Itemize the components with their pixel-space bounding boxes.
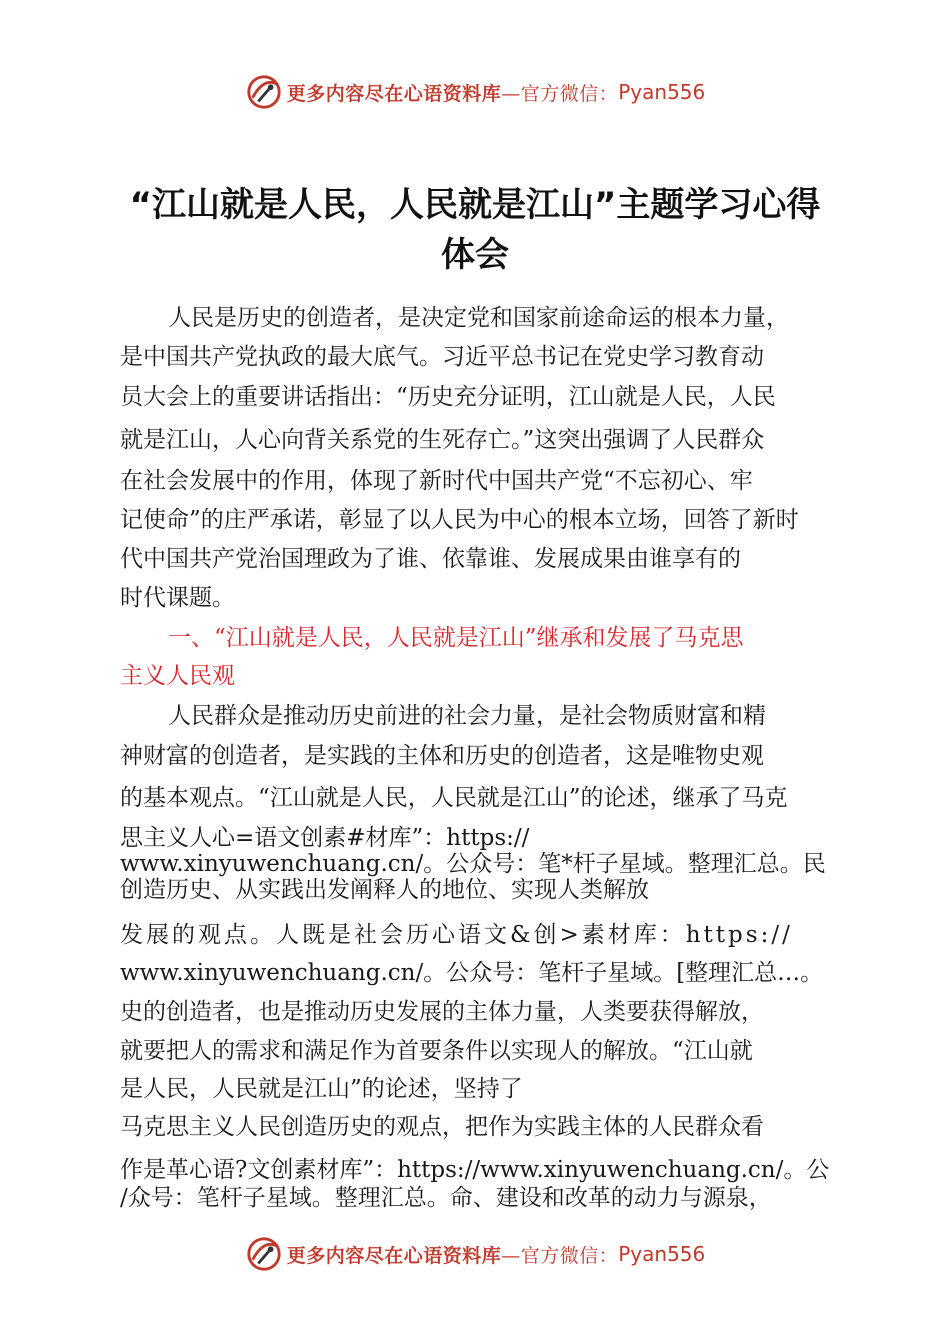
- paragraph-2-line: 创造历史、从实践出发阐释人的地位、实现人类解放: [120, 877, 649, 903]
- banner-library-text: 更多内容尽在心语资料库: [286, 1244, 502, 1267]
- paragraph-2-line: www.xinyuwenchuang.cn/。公众号：笔*杆子星域。整理汇总。民: [120, 851, 826, 877]
- paragraph-2-line: /众号：笔杆子星域。整理汇总。命、建设和改革的动力与源泉，: [120, 1185, 772, 1211]
- paragraph-2-line: 的基本观点。“江山就是人民，人民就是江山”的论述，继承了马克: [120, 785, 788, 811]
- paragraph-1-line: 员大会上的重要讲话指出：“历史充分证明，江山就是人民，人民: [120, 384, 776, 410]
- paragraph-2-line: 就要把人的需求和满足作为首要条件以实现人的解放。“江山就: [120, 1038, 753, 1064]
- paragraph-1-line: 人民是历史的创造者，是决定党和国家前途命运的根本力量，: [168, 305, 789, 331]
- paragraph-2-line: www.xinyuwenchuang.cn/。公众号：笔杆子星域。[整理汇总…。: [120, 960, 824, 986]
- paragraph-2-line: 发展的观点。人既是社会历心语文&创>素材库：https://: [120, 922, 793, 948]
- paragraph-1-line: 时代课题。: [120, 585, 235, 611]
- paragraph-1-line: 就是江山，人心向背关系党的生死存亡。”这突出强调了人民群众: [120, 427, 765, 453]
- paragraph-2-line: 神财富的创造者，是实践的主体和历史的创造者，这是唯物史观: [120, 743, 764, 769]
- section-heading-line: 一、“江山就是人民，人民就是江山”继承和发展了马克思: [168, 625, 744, 651]
- title-line-2: 体会: [441, 235, 509, 275]
- banner-wechat-label: —官方微信：: [501, 82, 619, 105]
- banner-library-text: 更多内容尽在心语资料库: [286, 82, 502, 105]
- paragraph-1-line: 记使命”的庄严承诺，彰显了以人民为中心的根本立场，回答了新时: [120, 507, 799, 533]
- header-banner: [0, 70, 950, 114]
- paragraph-2-line: 是人民，人民就是江山”的论述，坚持了: [120, 1076, 523, 1102]
- title-line-1: “江山就是人民，人民就是江山”主题学习心得: [129, 185, 821, 225]
- paragraph-2-line: 马克思主义人民创造历史的观点，把作为实践主体的人民群众看: [120, 1114, 764, 1140]
- banner-wechat-id: Pyan556: [618, 1242, 706, 1266]
- paragraph-2-line: 人民群众是推动历史前进的社会力量，是社会物质财富和精: [168, 703, 766, 729]
- document-title: [100, 180, 850, 280]
- paragraph-1-line: 是中国共产党执政的最大底气。习近平总书记在党史学习教育动: [120, 344, 764, 370]
- paragraph-1-line: 代中国共产党治国理政为了谁、依靠谁、发展成果由谁享有的: [120, 546, 741, 572]
- paragraph-2-line: 作是革心语?文创素材库”：https://www.xinyuwenchuang.cn/。公: [120, 1157, 830, 1183]
- banner-wechat-id: Pyan556: [618, 80, 706, 104]
- banner-wechat-label: —官方微信：: [501, 1244, 619, 1267]
- library-logo-icon: [245, 73, 283, 111]
- library-logo-icon: [245, 1235, 283, 1273]
- paragraph-2-line: 史的创造者，也是推动历史发展的主体力量，人类要获得解放，: [120, 999, 764, 1025]
- footer-banner: [0, 1232, 950, 1276]
- section-heading-line: 主义人民观: [120, 663, 235, 689]
- paragraph-2-line: 思主义人心=语文创素#材库”：https://: [120, 825, 530, 851]
- paragraph-1-line: 在社会发展中的作用，体现了新时代中国共产党“不忘初心、牢: [120, 468, 753, 494]
